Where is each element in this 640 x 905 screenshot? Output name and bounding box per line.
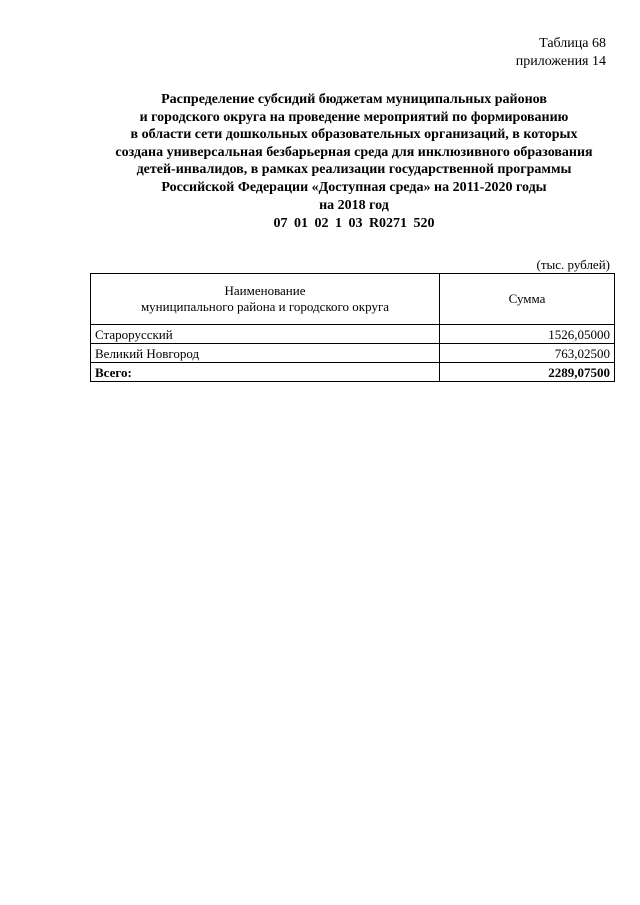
table-row	[91, 325, 615, 344]
table-header-row	[91, 274, 615, 325]
title-line: Распределение субсидий бюджетам муниципальных районов	[161, 92, 547, 107]
subsidy-distribution-table	[90, 273, 615, 382]
document-title	[88, 91, 620, 214]
title-line: на 2018 год	[319, 197, 389, 213]
table-reference	[516, 35, 606, 71]
table-number: Таблица 68	[539, 36, 606, 51]
total-label: Всего:	[91, 363, 440, 382]
table-row	[91, 344, 615, 363]
title-line: и городского округа на проведение мероприятий по формированию	[139, 109, 569, 125]
budget-classification-code: 07 01 02 1 03 R0271 520	[273, 216, 435, 231]
title-line: в области сети дошкольных образовательных организаций, в которых	[130, 127, 578, 143]
appendix-reference: приложения 14	[515, 54, 606, 69]
row-sum: 1526,05000	[440, 325, 615, 344]
column-header-name	[91, 274, 440, 325]
column-header-sum: Сумма	[440, 274, 615, 325]
column-header-name-line1: Наименование	[224, 283, 306, 298]
title-line: Российской Федерации «Доступная среда» на 2011-2020 годы	[161, 179, 547, 195]
column-header-name-line2: муниципального района и городского округа	[140, 299, 390, 314]
table-total-row	[91, 363, 615, 382]
units-label: (тыс. рублей)	[536, 257, 610, 272]
total-sum: 2289,07500	[440, 363, 615, 382]
title-line: детей-инвалидов, в рамках реализации государственной программы	[136, 162, 572, 178]
row-name: Великий Новгород	[91, 344, 440, 363]
row-sum: 763,02500	[440, 344, 615, 363]
row-name: Старорусский	[91, 325, 440, 344]
title-line: создана универсальная безбарьерная среда для инклюзивного образования	[115, 144, 593, 160]
